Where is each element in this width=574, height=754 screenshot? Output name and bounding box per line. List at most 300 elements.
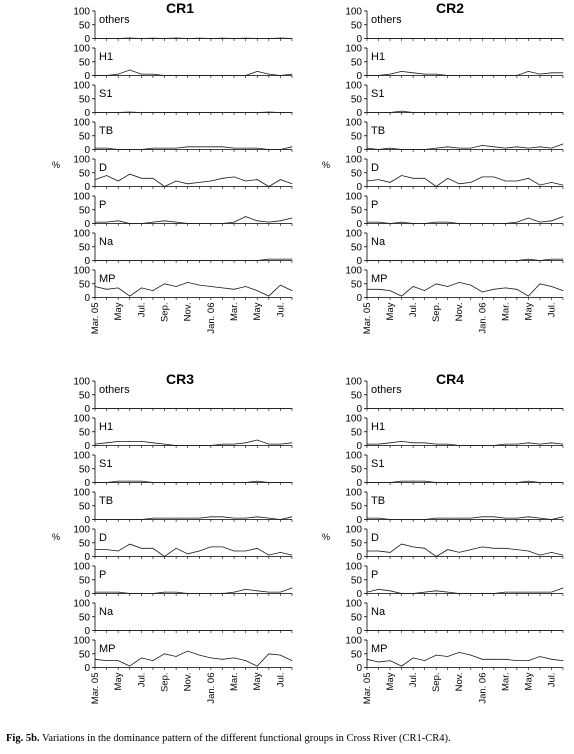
y-tick-label: 100 bbox=[345, 191, 362, 203]
data-point bbox=[164, 653, 165, 654]
data-point bbox=[106, 112, 107, 113]
series-line-P bbox=[95, 588, 292, 594]
y-tick-label: 100 bbox=[345, 598, 362, 610]
data-point bbox=[493, 38, 494, 39]
data-point bbox=[95, 222, 96, 223]
data-point bbox=[401, 175, 402, 176]
data-point bbox=[141, 74, 142, 75]
data-point bbox=[222, 516, 223, 517]
y-tick-label: 50 bbox=[350, 649, 362, 661]
data-point bbox=[378, 662, 379, 663]
data-point bbox=[470, 112, 471, 113]
data-point bbox=[551, 38, 552, 39]
data-point bbox=[210, 482, 211, 483]
y-tick-label: 0 bbox=[356, 71, 362, 82]
data-point bbox=[95, 38, 96, 39]
data-point bbox=[413, 519, 414, 520]
data-point bbox=[447, 112, 448, 113]
data-point bbox=[292, 442, 293, 443]
data-point bbox=[459, 518, 460, 519]
data-point bbox=[164, 592, 165, 593]
series-label: others bbox=[99, 384, 130, 396]
series-line-TB bbox=[367, 517, 563, 520]
data-point bbox=[129, 481, 130, 482]
data-point bbox=[106, 630, 107, 631]
data-point bbox=[459, 112, 460, 113]
data-point bbox=[95, 592, 96, 593]
data-point bbox=[413, 38, 414, 39]
y-tick-label: 50 bbox=[78, 612, 90, 624]
data-point bbox=[424, 519, 425, 520]
data-point bbox=[367, 444, 368, 445]
data-point bbox=[118, 408, 119, 409]
data-point bbox=[551, 442, 552, 443]
data-point bbox=[563, 588, 564, 589]
data-point bbox=[516, 222, 517, 223]
data-point bbox=[210, 286, 211, 287]
data-point bbox=[164, 283, 165, 284]
data-point bbox=[292, 38, 293, 39]
series-label: MP bbox=[371, 273, 388, 285]
y-tick-label: 0 bbox=[356, 552, 362, 563]
data-point bbox=[257, 516, 258, 517]
data-point bbox=[540, 260, 541, 261]
data-point bbox=[413, 260, 414, 261]
data-point bbox=[222, 482, 223, 483]
data-point bbox=[470, 182, 471, 183]
data-point bbox=[505, 287, 506, 288]
y-tick-label: 50 bbox=[350, 427, 362, 439]
data-point bbox=[493, 223, 494, 224]
data-point bbox=[234, 482, 235, 483]
data-point bbox=[95, 286, 96, 287]
data-point bbox=[447, 630, 448, 631]
y-tick-label: 0 bbox=[356, 626, 362, 637]
data-point bbox=[528, 148, 529, 149]
data-point bbox=[390, 552, 391, 553]
data-point bbox=[401, 222, 402, 223]
data-point bbox=[257, 179, 258, 180]
data-point bbox=[199, 38, 200, 39]
data-point bbox=[187, 408, 188, 409]
data-point bbox=[390, 74, 391, 75]
data-point bbox=[563, 408, 564, 409]
data-point bbox=[153, 260, 154, 261]
data-point bbox=[378, 222, 379, 223]
data-point bbox=[187, 593, 188, 594]
data-point bbox=[436, 408, 437, 409]
data-point bbox=[106, 75, 107, 76]
data-point bbox=[129, 38, 130, 39]
data-point bbox=[257, 440, 258, 441]
data-point bbox=[367, 75, 368, 76]
data-point bbox=[470, 482, 471, 483]
data-point bbox=[199, 593, 200, 594]
data-point bbox=[210, 630, 211, 631]
data-point bbox=[234, 75, 235, 76]
data-point bbox=[257, 590, 258, 591]
data-point bbox=[280, 179, 281, 180]
data-point bbox=[413, 72, 414, 73]
y-tick-label: 0 bbox=[356, 34, 362, 45]
data-point bbox=[551, 148, 552, 149]
series-label: S1 bbox=[371, 88, 385, 100]
data-point bbox=[245, 660, 246, 661]
y-tick-label: 50 bbox=[78, 57, 90, 69]
data-point bbox=[390, 223, 391, 224]
y-tick-label: 50 bbox=[350, 538, 362, 550]
data-point bbox=[199, 75, 200, 76]
data-point bbox=[187, 553, 188, 554]
data-point bbox=[390, 148, 391, 149]
y-tick-label: 50 bbox=[78, 94, 90, 106]
data-point bbox=[222, 75, 223, 76]
data-point bbox=[164, 556, 165, 557]
y-tick-label: 50 bbox=[78, 242, 90, 254]
data-point bbox=[210, 112, 211, 113]
data-point bbox=[551, 519, 552, 520]
data-point bbox=[292, 218, 293, 219]
data-point bbox=[413, 408, 414, 409]
data-point bbox=[153, 148, 154, 149]
data-point bbox=[447, 482, 448, 483]
y-tick-label: 100 bbox=[73, 413, 90, 425]
data-point bbox=[245, 442, 246, 443]
data-point bbox=[563, 72, 564, 73]
series-label: Na bbox=[371, 236, 386, 248]
data-point bbox=[292, 112, 293, 113]
data-point bbox=[164, 220, 165, 221]
data-point bbox=[268, 186, 269, 187]
data-point bbox=[505, 181, 506, 182]
data-point bbox=[413, 149, 414, 150]
data-point bbox=[257, 290, 258, 291]
data-point bbox=[257, 666, 258, 667]
data-point bbox=[528, 38, 529, 39]
data-point bbox=[563, 555, 564, 556]
data-point bbox=[482, 482, 483, 483]
data-point bbox=[268, 222, 269, 223]
data-point bbox=[505, 592, 506, 593]
data-point bbox=[187, 183, 188, 184]
series-label: Na bbox=[99, 236, 114, 248]
data-point bbox=[292, 555, 293, 556]
x-tick-label: May bbox=[385, 672, 397, 691]
data-point bbox=[551, 552, 552, 553]
series-line-D bbox=[367, 176, 563, 187]
data-point bbox=[280, 285, 281, 286]
data-point bbox=[459, 38, 460, 39]
data-point bbox=[118, 38, 119, 39]
data-point bbox=[222, 223, 223, 224]
data-point bbox=[482, 630, 483, 631]
y-tick-label: 0 bbox=[356, 441, 362, 452]
data-point bbox=[563, 290, 564, 291]
data-point bbox=[447, 444, 448, 445]
data-point bbox=[164, 75, 165, 76]
data-point bbox=[245, 38, 246, 39]
data-point bbox=[551, 482, 552, 483]
series-line-H1 bbox=[367, 71, 563, 75]
data-point bbox=[106, 549, 107, 550]
y-tick-label: 0 bbox=[356, 663, 362, 674]
data-point bbox=[505, 548, 506, 549]
data-point bbox=[176, 445, 177, 446]
data-point bbox=[292, 259, 293, 260]
data-point bbox=[516, 75, 517, 76]
data-point bbox=[129, 593, 130, 594]
data-point bbox=[505, 659, 506, 660]
y-tick-label: 0 bbox=[84, 626, 90, 637]
series-label: D bbox=[371, 532, 379, 544]
data-point bbox=[436, 283, 437, 284]
series-label: H1 bbox=[371, 421, 386, 433]
data-point bbox=[164, 518, 165, 519]
data-point bbox=[257, 112, 258, 113]
data-point bbox=[222, 178, 223, 179]
data-point bbox=[268, 296, 269, 297]
data-point bbox=[187, 445, 188, 446]
data-point bbox=[222, 444, 223, 445]
data-point bbox=[413, 546, 414, 547]
data-point bbox=[210, 657, 211, 658]
data-point bbox=[210, 260, 211, 261]
x-tick-label: May bbox=[523, 302, 535, 321]
data-point bbox=[447, 178, 448, 179]
data-point bbox=[551, 408, 552, 409]
data-point bbox=[292, 408, 293, 409]
data-point bbox=[401, 481, 402, 482]
y-tick-label: 0 bbox=[356, 293, 362, 304]
data-point bbox=[482, 292, 483, 293]
data-point bbox=[257, 38, 258, 39]
data-point bbox=[424, 223, 425, 224]
data-point bbox=[280, 220, 281, 221]
data-point bbox=[245, 286, 246, 287]
data-point bbox=[367, 630, 368, 631]
data-point bbox=[482, 516, 483, 517]
data-point bbox=[436, 112, 437, 113]
data-point bbox=[187, 146, 188, 147]
y-tick-label: 50 bbox=[78, 427, 90, 439]
y-axis-label: % bbox=[322, 532, 331, 542]
data-point bbox=[106, 408, 107, 409]
data-point bbox=[129, 260, 130, 261]
data-point bbox=[292, 588, 293, 589]
data-point bbox=[268, 444, 269, 445]
data-point bbox=[436, 222, 437, 223]
x-tick-label: Jul. bbox=[546, 302, 558, 318]
data-point bbox=[424, 442, 425, 443]
y-tick-label: 0 bbox=[356, 478, 362, 489]
data-point bbox=[280, 38, 281, 39]
y-axis-label: % bbox=[52, 532, 61, 542]
data-point bbox=[493, 260, 494, 261]
data-point bbox=[280, 149, 281, 150]
y-tick-label: 100 bbox=[345, 43, 362, 55]
data-point bbox=[118, 74, 119, 75]
series-label: P bbox=[371, 199, 379, 211]
data-point bbox=[129, 223, 130, 224]
series-line-P bbox=[367, 217, 563, 224]
data-point bbox=[245, 589, 246, 590]
data-point bbox=[563, 216, 564, 217]
data-point bbox=[378, 518, 379, 519]
data-point bbox=[401, 441, 402, 442]
data-point bbox=[378, 149, 379, 150]
data-point bbox=[234, 408, 235, 409]
data-point bbox=[106, 260, 107, 261]
data-point bbox=[199, 551, 200, 552]
data-point bbox=[367, 289, 368, 290]
data-point bbox=[187, 260, 188, 261]
x-tick-label: Jan. 06 bbox=[205, 672, 217, 704]
data-point bbox=[367, 551, 368, 552]
series-label: MP bbox=[99, 643, 116, 655]
data-point bbox=[187, 482, 188, 483]
data-point bbox=[528, 218, 529, 219]
data-point bbox=[505, 260, 506, 261]
data-point bbox=[436, 38, 437, 39]
x-tick-label: Mar. 05 bbox=[90, 302, 101, 335]
data-point bbox=[280, 482, 281, 483]
data-point bbox=[367, 592, 368, 593]
y-tick-label: 100 bbox=[345, 450, 362, 462]
x-tick-label: Nov. bbox=[454, 302, 466, 322]
data-point bbox=[141, 149, 142, 150]
chart-title: CR2 bbox=[435, 0, 465, 16]
data-point bbox=[551, 220, 552, 221]
data-point bbox=[268, 149, 269, 150]
data-point bbox=[257, 481, 258, 482]
data-point bbox=[129, 519, 130, 520]
data-point bbox=[551, 259, 552, 260]
data-point bbox=[413, 112, 414, 113]
data-point bbox=[222, 408, 223, 409]
data-point bbox=[210, 546, 211, 547]
data-point bbox=[563, 144, 564, 145]
data-point bbox=[118, 519, 119, 520]
chart-title: CR1 bbox=[165, 0, 195, 16]
series-label: H1 bbox=[99, 51, 114, 63]
data-point bbox=[95, 148, 96, 149]
data-point bbox=[141, 38, 142, 39]
data-point bbox=[268, 112, 269, 113]
series-line-TB bbox=[95, 517, 292, 520]
data-point bbox=[401, 71, 402, 72]
data-point bbox=[551, 286, 552, 287]
data-point bbox=[528, 516, 529, 517]
data-point bbox=[222, 112, 223, 113]
data-point bbox=[234, 176, 235, 177]
data-point bbox=[436, 444, 437, 445]
data-point bbox=[424, 74, 425, 75]
data-point bbox=[563, 185, 564, 186]
data-point bbox=[164, 38, 165, 39]
data-point bbox=[280, 655, 281, 656]
y-tick-label: 50 bbox=[350, 57, 362, 69]
data-point bbox=[176, 548, 177, 549]
data-point bbox=[106, 660, 107, 661]
data-point bbox=[378, 75, 379, 76]
data-point bbox=[563, 516, 564, 517]
data-point bbox=[413, 481, 414, 482]
data-point bbox=[378, 551, 379, 552]
y-tick-label: 50 bbox=[350, 242, 362, 254]
data-point bbox=[222, 38, 223, 39]
data-point bbox=[141, 657, 142, 658]
y-tick-label: 50 bbox=[78, 131, 90, 143]
y-tick-label: 0 bbox=[84, 478, 90, 489]
data-point bbox=[95, 444, 96, 445]
data-point bbox=[493, 593, 494, 594]
data-point bbox=[516, 408, 517, 409]
data-point bbox=[187, 630, 188, 631]
data-point bbox=[106, 222, 107, 223]
data-point bbox=[268, 653, 269, 654]
data-point bbox=[199, 518, 200, 519]
y-tick-label: 0 bbox=[84, 404, 90, 415]
data-point bbox=[563, 660, 564, 661]
data-point bbox=[164, 112, 165, 113]
data-point bbox=[164, 444, 165, 445]
y-tick-label: 0 bbox=[84, 34, 90, 45]
data-point bbox=[153, 593, 154, 594]
data-point bbox=[292, 183, 293, 184]
series-label: others bbox=[371, 14, 402, 26]
data-point bbox=[153, 548, 154, 549]
data-point bbox=[493, 75, 494, 76]
data-point bbox=[528, 408, 529, 409]
series-label: others bbox=[371, 384, 402, 396]
y-tick-label: 0 bbox=[84, 145, 90, 156]
y-tick-label: 0 bbox=[356, 219, 362, 230]
data-point bbox=[118, 441, 119, 442]
data-point bbox=[505, 223, 506, 224]
y-tick-label: 50 bbox=[350, 390, 362, 402]
data-point bbox=[390, 519, 391, 520]
x-tick-label: Nov. bbox=[182, 302, 194, 322]
data-point bbox=[505, 482, 506, 483]
data-point bbox=[436, 630, 437, 631]
data-point bbox=[401, 544, 402, 545]
data-point bbox=[141, 481, 142, 482]
data-point bbox=[551, 72, 552, 73]
y-tick-label: 50 bbox=[350, 279, 362, 291]
data-point bbox=[401, 408, 402, 409]
data-point bbox=[563, 482, 564, 483]
y-tick-label: 50 bbox=[78, 205, 90, 217]
data-point bbox=[482, 112, 483, 113]
data-point bbox=[141, 408, 142, 409]
data-point bbox=[563, 444, 564, 445]
data-point bbox=[540, 38, 541, 39]
y-tick-label: 50 bbox=[78, 575, 90, 587]
data-point bbox=[199, 146, 200, 147]
data-point bbox=[268, 518, 269, 519]
data-point bbox=[292, 146, 293, 147]
data-point bbox=[424, 548, 425, 549]
data-point bbox=[153, 482, 154, 483]
data-point bbox=[153, 290, 154, 291]
data-point bbox=[129, 174, 130, 175]
x-tick-label: May bbox=[523, 672, 535, 691]
x-tick-label: Sep. bbox=[159, 302, 171, 323]
data-point bbox=[280, 630, 281, 631]
data-point bbox=[516, 260, 517, 261]
data-point bbox=[540, 185, 541, 186]
y-tick-label: 100 bbox=[345, 376, 362, 388]
